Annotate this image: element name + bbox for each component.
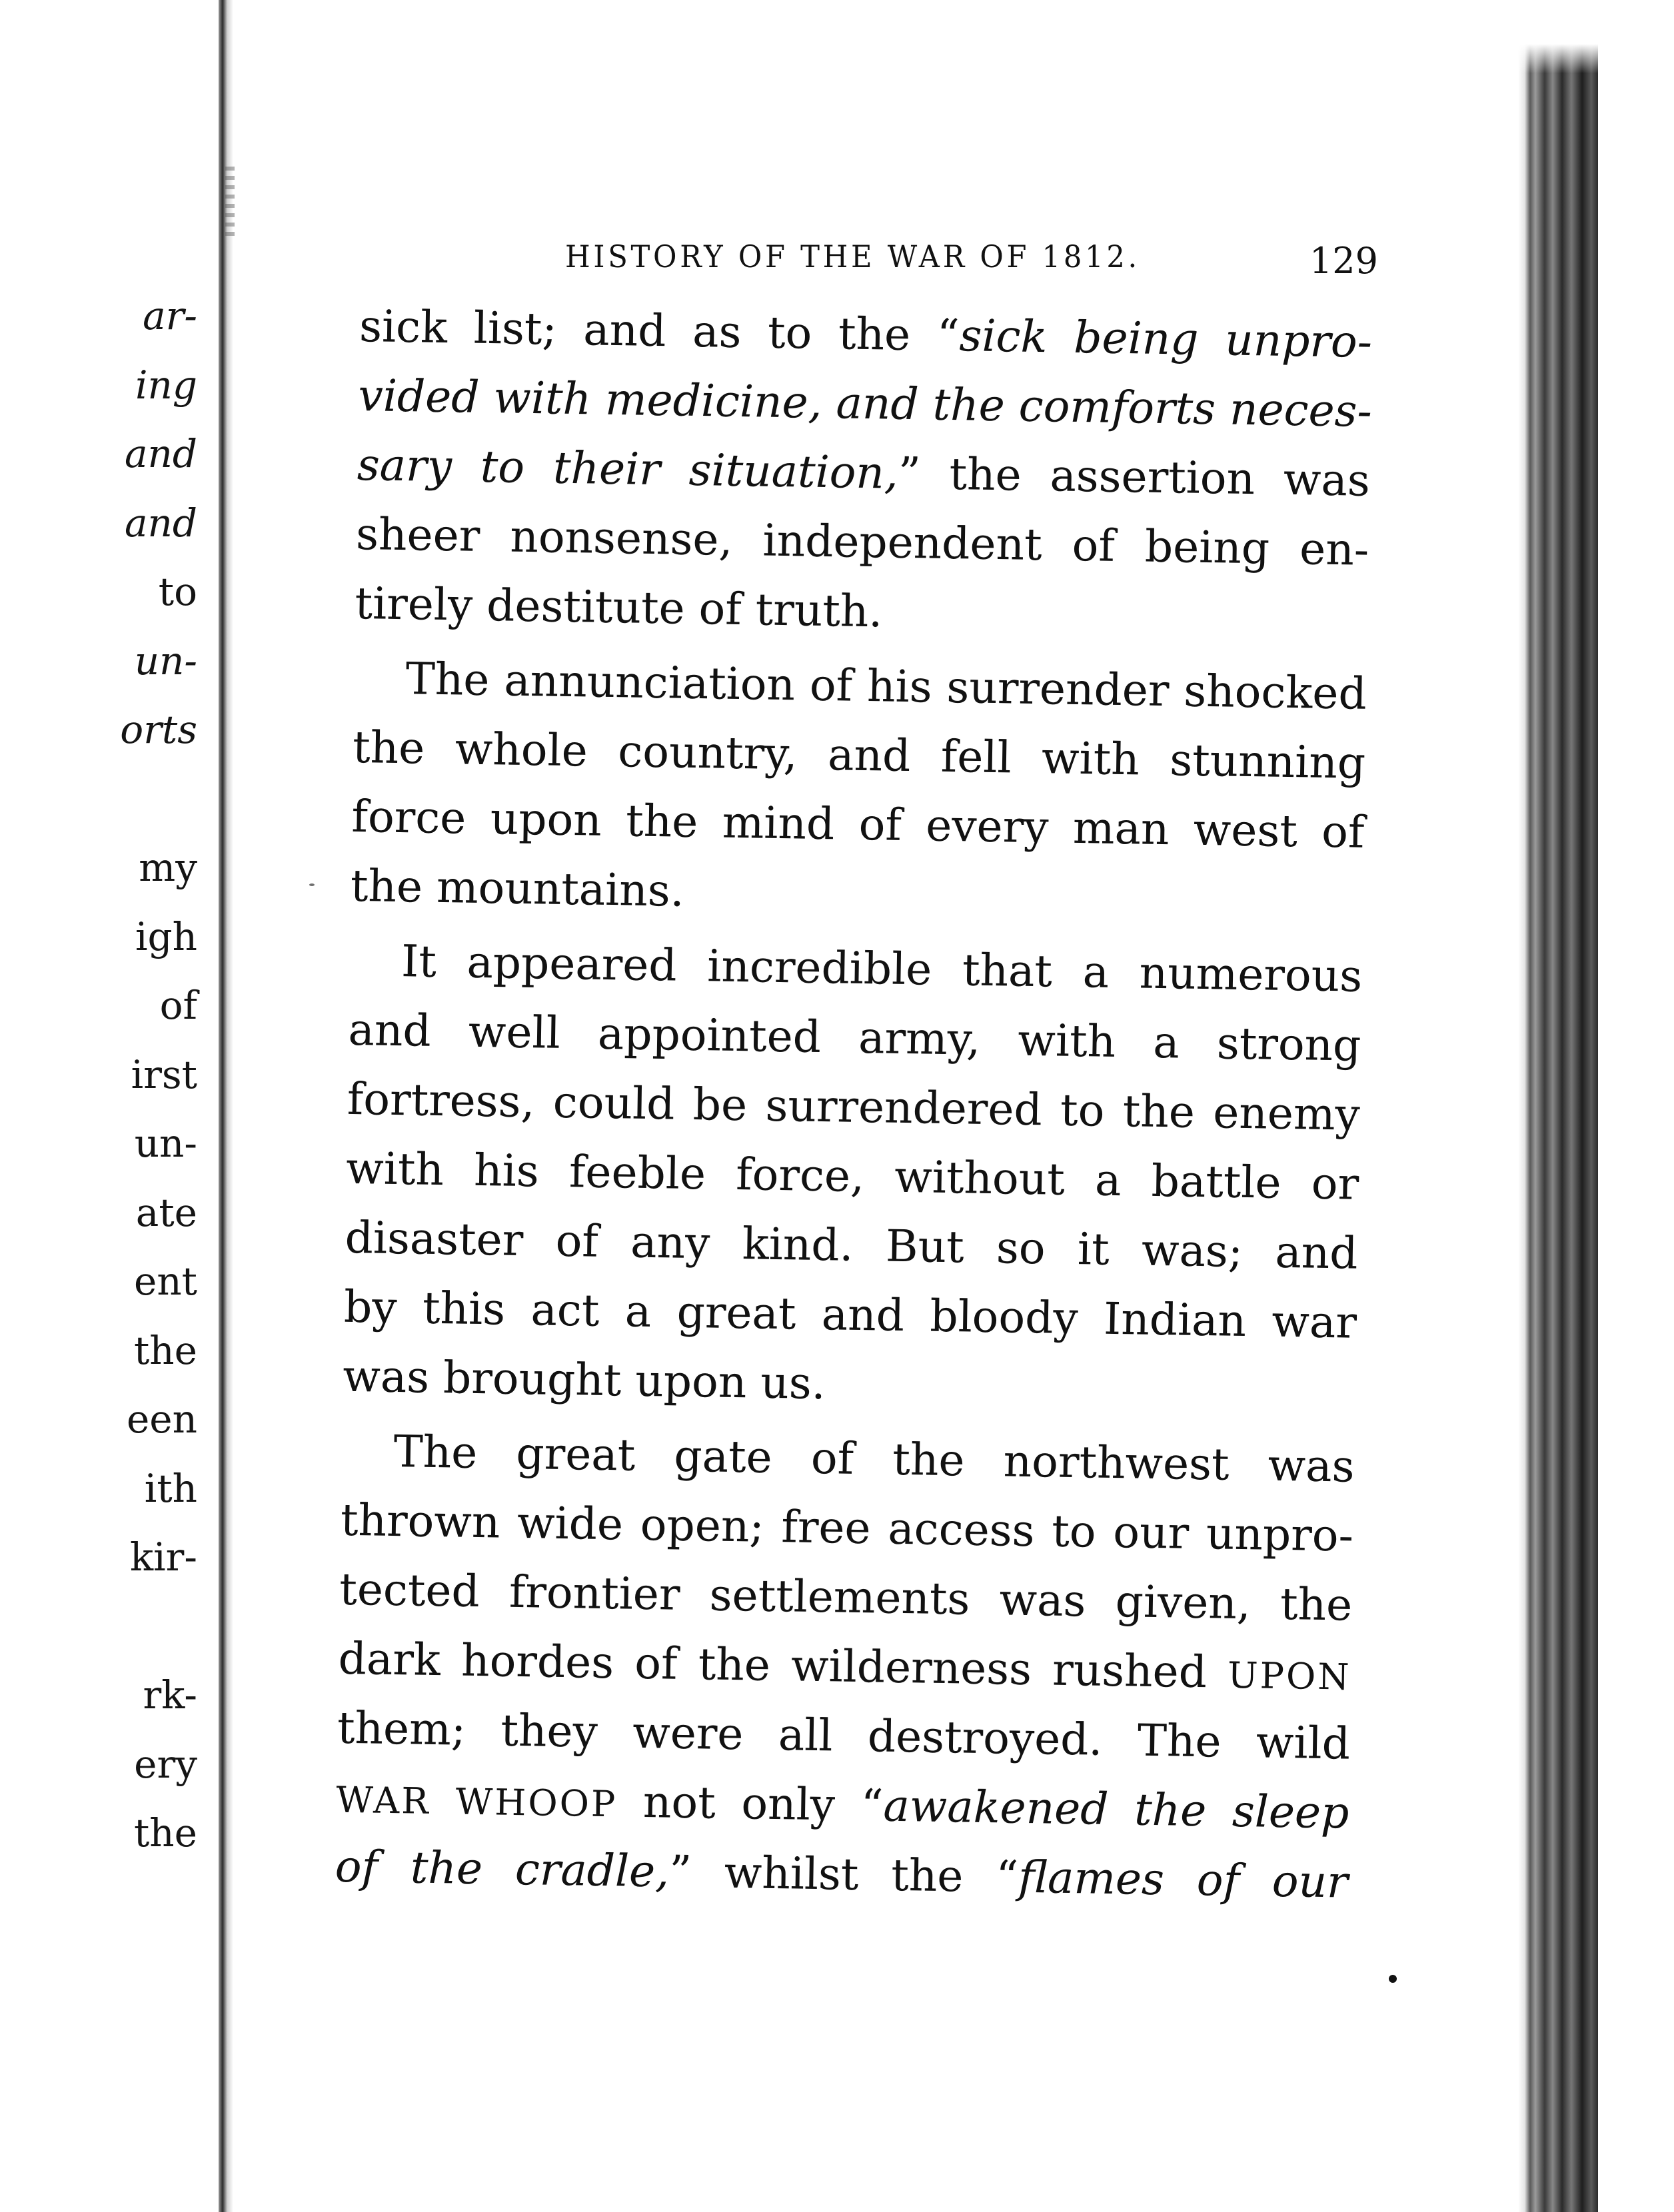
text-line: and well appointed army, with a strong [347,1003,1362,1071]
text-run: ” whilst the “ [668,1846,1019,1903]
paragraph-1 [355,292,1373,654]
text-line: the whole country, and fell with stunning [352,721,1366,789]
text-line: tected frontier settlements was given, the [339,1563,1353,1631]
left-page-fragment: my [139,845,197,890]
text-line: force upon the mind of every man west of [351,790,1365,858]
page-edge-stack [1518,0,1598,2212]
left-page-fragment: the [134,1810,197,1856]
text-line: fortress, could be surrendered to the enemy [347,1073,1361,1141]
left-page-fragment: un- [134,1121,197,1166]
text-line: The great gate of the northwest was [393,1426,1355,1492]
text-line: It appeared incredible that a numerous [401,935,1363,1002]
left-page-fragment: irst [131,1051,197,1097]
text-line: was brought upon us. [342,1350,826,1410]
running-title: HISTORY OF THE WAR OF 1812. [565,239,1140,275]
left-page-fragment: een [126,1396,197,1442]
text-line: tirely destitute of truth. [355,577,883,638]
left-page-fragment: ing [135,362,197,408]
left-page-fragment: rk- [143,1672,197,1718]
text-line: The annunciation of his surrender shocked [405,653,1367,720]
left-page-fragment: ent [134,1259,197,1304]
text-line: the mountains. [350,859,685,917]
left-page-fragment: orts [120,707,197,752]
left-page-fragment: and [124,431,197,476]
left-page-fragment: and [124,500,197,546]
text-run: dark hordes of the wilderness rushed [338,1632,1208,1698]
text-line: disaster of any kind. But so it was; and [345,1211,1359,1279]
text-line: sheer nonsense, independent of being en- [355,508,1369,576]
text-run: sick list; and as to the “ [359,300,960,362]
text-line: by this act a great and bloody Indian war [343,1281,1357,1349]
left-page-fragment: of [159,983,197,1028]
italic-quote: awakened the sleep [882,1780,1349,1839]
left-facing-page [0,0,212,2212]
italic-quote: flames of our [1018,1851,1349,1908]
left-page-fragment: ery [134,1741,197,1787]
left-page-fragment: ate [135,1189,197,1235]
text-line: them; they were all destroyed. The wild [337,1702,1351,1770]
left-page-fragment: ith [144,1465,197,1511]
left-page-fragment: igh [135,913,197,959]
scan-speck [309,883,315,886]
left-page-fragment: ar- [143,293,197,338]
paragraph-3 [343,926,1363,1427]
running-header [565,239,1378,285]
text-line: with his feeble force, without a battle or [345,1142,1359,1210]
page-edge-top-fade [1518,0,1598,73]
body-text [335,292,1373,1918]
book-gutter [219,0,239,2212]
text-line: vided with medicine, and the comforts neces- [357,369,1373,437]
text-run: ” the assertion was [898,447,1371,506]
left-page-fragment: the [134,1327,197,1373]
italic-quote: of the cradle, [335,1840,670,1898]
italic-quote: sick being unpro- [959,310,1373,368]
text-line: thrown wide open; free access to our unpro- [340,1494,1354,1562]
text-run: not only “ [616,1776,884,1832]
paragraph-4 [335,1416,1355,1918]
scan-speck [1389,1975,1397,1983]
small-caps-word: WAR WHOOP [335,1778,618,1826]
left-page-fragment: kir- [129,1534,197,1580]
left-page-fragment: to [158,569,197,614]
small-caps-word: UPON [1227,1654,1352,1698]
paragraph-2 [350,644,1367,937]
page-number: 129 [1309,240,1378,282]
italic-quote: sary to their situation, [357,438,899,499]
left-page-fragment: un- [134,638,197,684]
gutter-binding-marks [225,167,235,240]
